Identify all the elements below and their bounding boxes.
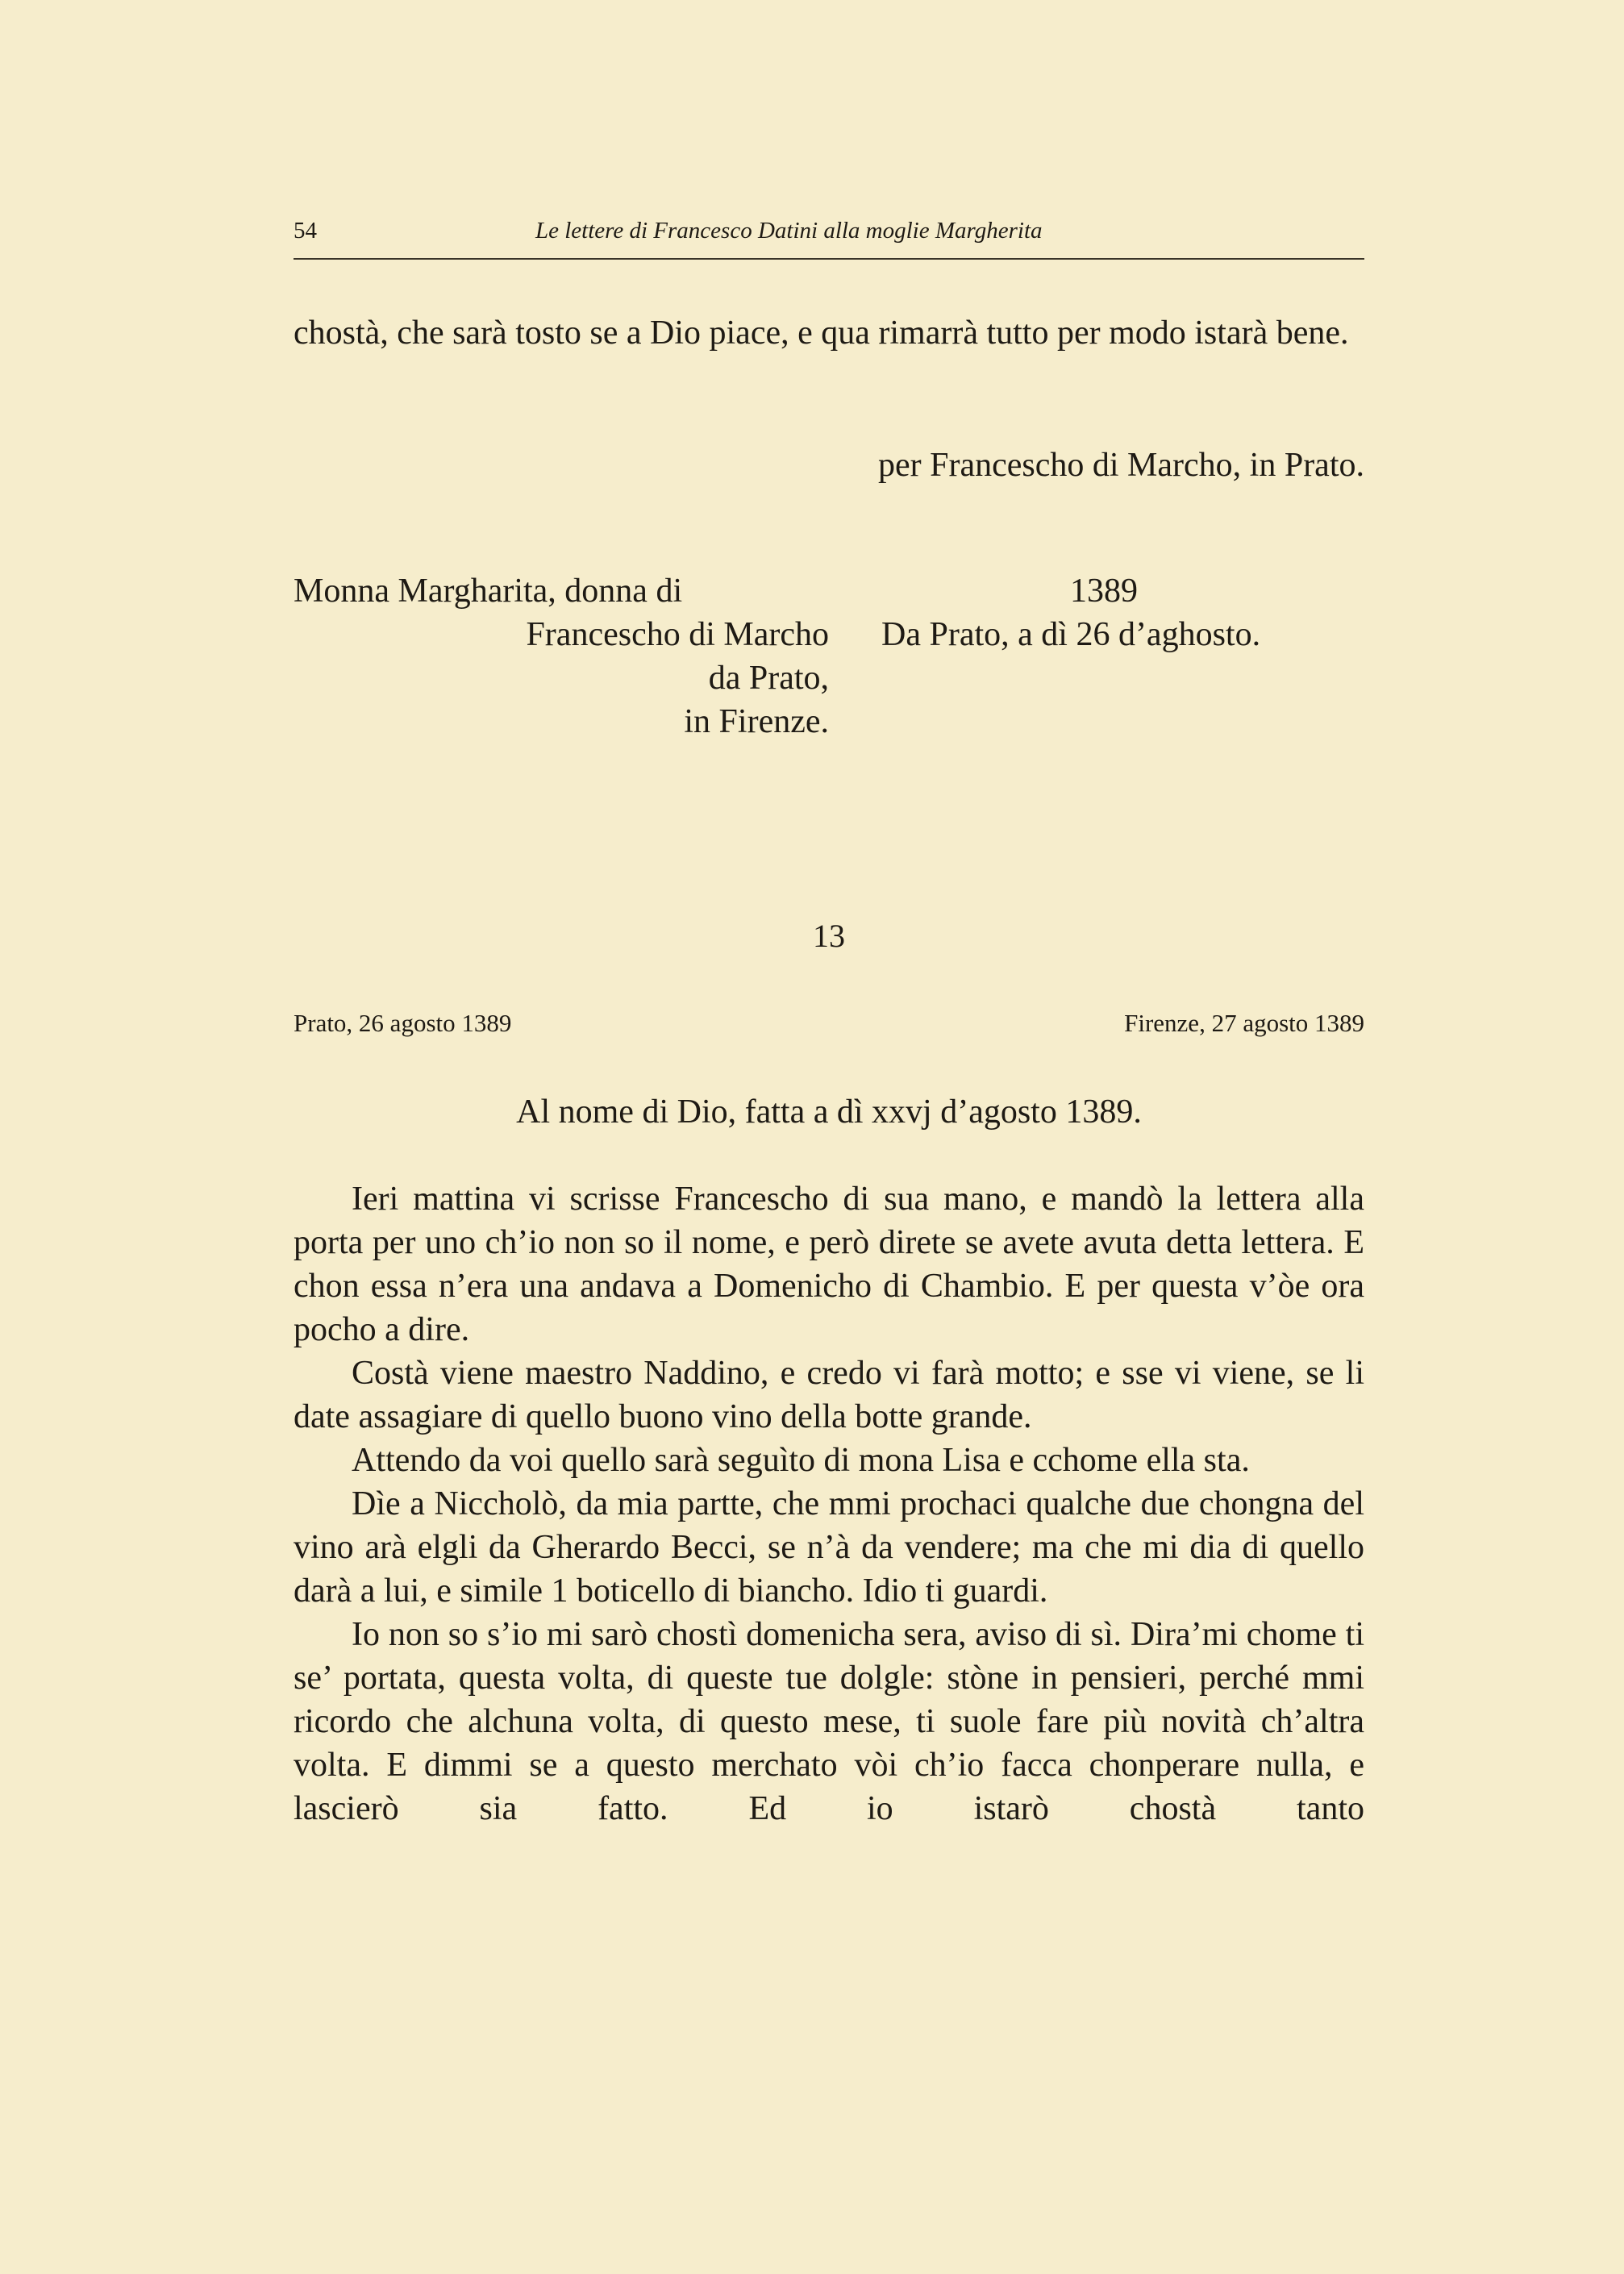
paragraph: Io non so s’io mi sarò chostì domenicha sera, aviso di sì. Dira’mi chome ti se’ portata, questa volta, di queste tue dolgle: stòne in pensieri, perché mmi ricordo che alchuna volta, di questo mese, ti suole fare più novità ch’altra volta. E dimmi se a questo merchato vòi ch’io facca chonperare nulla, e lascierò sia fatto. Ed io istarò chostà tanto [294,1616,1364,1827]
endorsement-year: 1389 [1070,573,1138,610]
page-number: 54 [294,218,317,244]
endorsement-line-1: Monna Margharita, donna di [294,573,683,610]
endorsement-line-4: in Firenze. [684,703,829,740]
endorsement-line-3: da Prato, [708,660,829,697]
endorsement-origin: Da Prato, a dì 26 d’aghosto. [881,616,1261,653]
paragraph: Dìe a Niccholò, da mia partte, che mmi prochaci qualche due chongna del vino arà elgli da Gherardo Becci, se n’à da vendere; ma che mi dia di quello darà a lui, e simile 1 boticello di biancho. Idio ti guardi. [294,1485,1364,1610]
paragraph: Attendo da voi quello sarà seguìto di mona Lisa e cchome ella sta. [352,1442,1250,1479]
closing-address: per Francescho di Marcho, in Prato. [878,447,1364,484]
dateline-right: Firenze, 27 agosto 1389 [1124,1009,1364,1037]
paragraph: Costà viene maestro Naddino, e credo vi farà motto; e sse vi viene, se li date assagiare di quello buono vino della botte grande. [294,1355,1364,1435]
running-title: Le lettere di Francesco Datini alla moglie Margherita [535,218,1043,244]
paragraph: Ieri mattina vi scrisse Francescho di sua mano, e mandò la lettera alla porta per uno ch’io non so il nome, e però direte se avete avuta detta lettera. E chon essa n’era una andava a Domenicho di Chambio. E per questa v’òe ora pocho a dire. [294,1181,1364,1348]
endorsement-line-2: Francescho di Marcho [526,616,829,653]
dateline-left: Prato, 26 agosto 1389 [294,1009,512,1037]
opening-paragraph: chostà, che sarà tosto se a Dio piace, e qua rimarrà tutto per modo istarà bene. [294,314,1349,352]
letter-body [294,1177,1364,1830]
invocation: Al nome di Dio, fatta a dì xxvj d’agosto 1389. [516,1093,1142,1131]
letter-number: 13 [813,918,845,954]
page-header [294,216,1364,260]
